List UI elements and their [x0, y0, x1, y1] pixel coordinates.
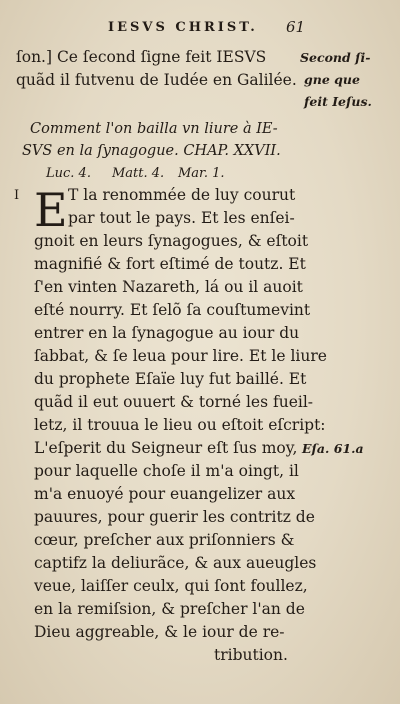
- text-line: du prophete Eſaïe luy fut baillé. Et: [34, 370, 307, 388]
- margin-note: Second ſi-: [300, 50, 371, 65]
- text-line: en la remiſsion, & preſcher l'an de: [34, 600, 305, 618]
- chapter-heading-line: SVS en la ſynagogue. CHAP. XXVII.: [22, 143, 281, 159]
- text-line: m'a enuoyé pour euangelizer aux: [34, 485, 296, 503]
- text-line: tribution.: [214, 646, 288, 664]
- text-line: T la renommée de luy courut: [68, 186, 296, 204]
- text-line: gnoit en leurs ſynagogues, & eſtoit: [34, 232, 309, 250]
- text-line: L'eſperit du Seigneur eſt ſus moy,: [34, 439, 298, 457]
- text-line: ſon.] Ce ſecond ſigne feit IESVS: [16, 48, 267, 66]
- text-line: pauures, pour guerir les contritz de: [34, 508, 315, 526]
- text-line: entrer en la ſynagogue au iour du: [34, 324, 300, 342]
- margin-note: Eſa. 61.a: [302, 441, 364, 456]
- scripture-reference: Mar. 1.: [178, 166, 225, 181]
- text-line: ſ'en vinten Nazareth, lá ou il auoit: [34, 278, 303, 296]
- text-line: eſté nourry. Et ſelõ ſa couſtumevint: [34, 301, 311, 319]
- text-line: captifz la deliurãce, & aux aueugles: [34, 554, 317, 572]
- text-line: par tout le pays. Et les enſei-: [68, 209, 295, 227]
- scripture-reference: Luc. 4.: [46, 166, 91, 181]
- running-header: IESVS CHRIST.: [108, 20, 258, 35]
- verse-marker: I: [14, 188, 20, 203]
- chapter-heading-line: Comment l'on bailla vn liure à IE-: [30, 121, 278, 137]
- text-line: pour laquelle choſe il m'a oingt, il: [34, 462, 299, 480]
- margin-note: feit Ieſus.: [304, 94, 372, 109]
- text-line: letz, il trouua le lieu ou eſtoit eſcript:: [34, 416, 326, 434]
- drop-cap: E: [34, 183, 68, 237]
- text-line: ſabbat, & ſe leua pour lire. Et le liure: [34, 347, 327, 365]
- scripture-reference: Matt. 4.: [112, 166, 165, 181]
- text-line: Dieu aggreable, & le iour de re-: [34, 623, 285, 641]
- page-number: 61: [286, 18, 306, 36]
- text-line: cœur, preſcher aux priſonniers &: [34, 531, 295, 549]
- text-line: magnifié & fort eſtimé de toutz. Et: [34, 255, 306, 273]
- text-line: veue, laiſſer ceulx, qui ſont foullez,: [34, 577, 308, 595]
- text-line: quãd il eut ouuert & torné les fueil-: [34, 393, 314, 411]
- text-line: quãd il futvenu de Iudée en Galilée.: [16, 71, 297, 89]
- margin-note: gne que: [304, 72, 360, 87]
